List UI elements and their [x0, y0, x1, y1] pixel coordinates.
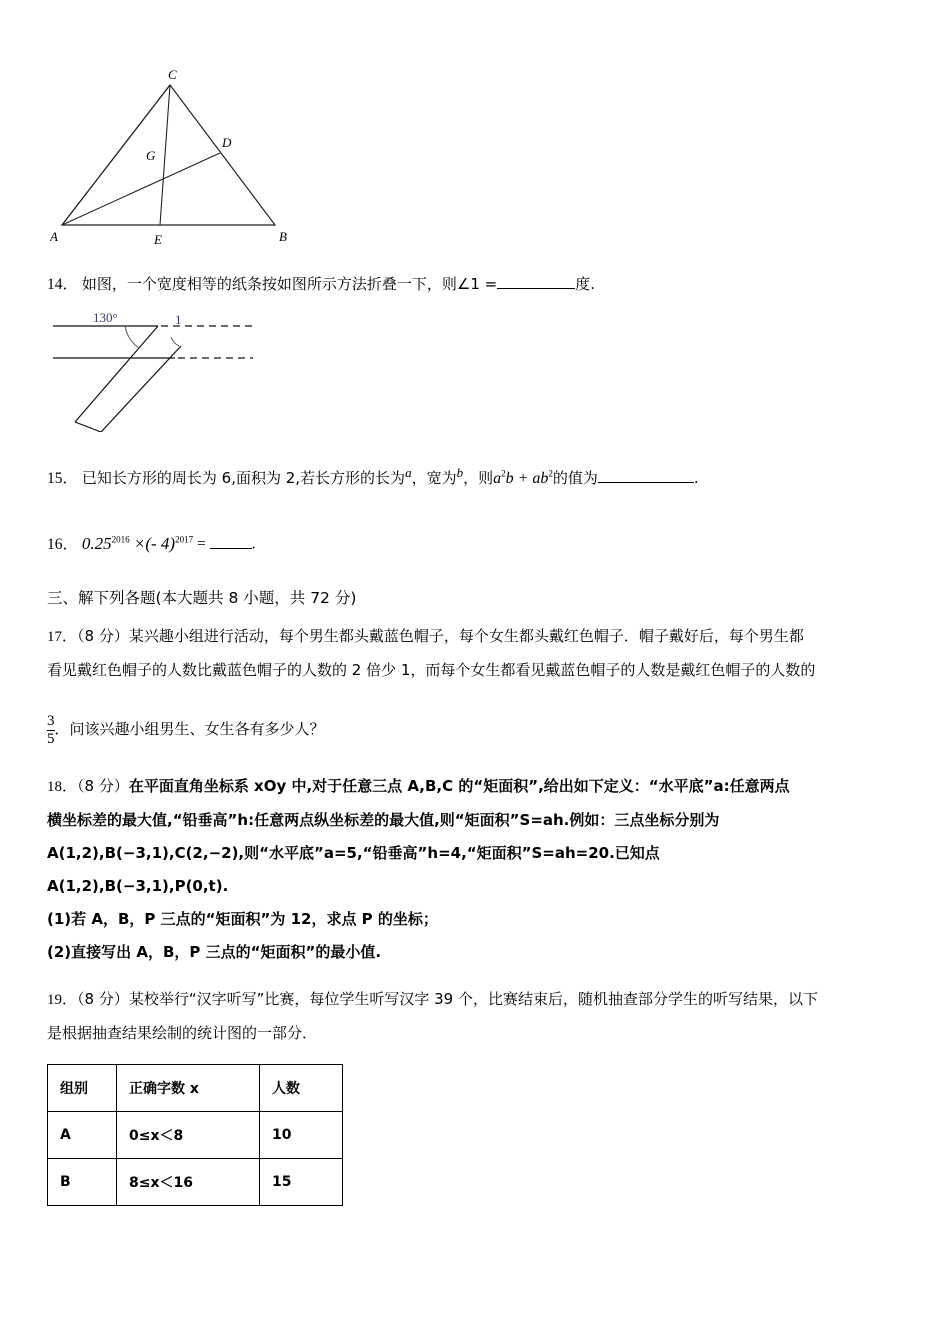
- question-19-line2: 是根据抽查结果绘制的统计图的一部分．: [47, 1023, 318, 1042]
- question-16: [47, 524, 909, 560]
- header-people: 人数: [260, 1064, 343, 1111]
- fraction-numerator: 3: [47, 713, 55, 730]
- cell-range-a: 0≤x＜8: [117, 1111, 260, 1158]
- question-15: [47, 458, 909, 494]
- angle-1-label: 1: [175, 312, 182, 327]
- triangle-svg: [50, 65, 310, 255]
- figure-triangle-abc: [50, 65, 310, 255]
- question-17-fraction: [47, 714, 55, 748]
- question-14-number: 14．: [47, 276, 79, 293]
- question-17-line3: ．问该兴趣小组男生、女生各有多少人？: [54, 719, 325, 738]
- cell-group-a: A: [48, 1111, 117, 1158]
- question-18: [47, 770, 909, 804]
- question-15-tail: .: [693, 469, 699, 488]
- question-18-score: （8 分）: [77, 776, 129, 795]
- cell-range-b: 8≤x＜16: [117, 1158, 260, 1205]
- question-17-score: （8 分）: [77, 626, 129, 645]
- question-15-text-a: 已知长方形的周长为 6,面积为 2,若长方形的长为: [81, 469, 406, 488]
- question-15-text-b: ，宽为: [411, 469, 457, 488]
- question-14-tail: 度.: [575, 275, 596, 293]
- label-C: C: [168, 67, 177, 82]
- table-row: [48, 1158, 343, 1205]
- question-17-line1: 某兴趣小组进行活动，每个男生都头戴蓝色帽子，每个女生都头戴红色帽子．帽子戴好后，每个男生都: [128, 626, 804, 645]
- question-15-text-d: 的值为: [552, 469, 598, 488]
- table-row: [48, 1111, 343, 1158]
- question-17-number: 17．: [47, 628, 78, 645]
- header-group: 组别: [48, 1064, 117, 1111]
- question-15-number: 15．: [47, 470, 79, 488]
- question-17: [47, 620, 909, 654]
- page-content: [47, 0, 909, 1206]
- question-16-expression: $0.25^{2016}$ ×(- 4)$^{2017}$: [81, 533, 194, 553]
- question-18-line1: 在平面直角坐标系 xOy 中,对于任意三点 A,B,C 的“矩面积”,给出如下定义：“水平底”a:任意两点: [128, 776, 790, 795]
- label-G: G: [146, 148, 156, 163]
- question-15-expression: $a^2b + ab^2$: [493, 468, 553, 488]
- folded-strip-svg: [53, 304, 313, 432]
- question-18-line2: 横坐标差的最大值,“铅垂高”h:任意两点纵坐标差的最大值,则“矩面积”S=ah.例如：三点坐标分别为: [47, 810, 720, 829]
- question-16-tail: .: [251, 535, 256, 553]
- question-18-number: 18．: [47, 778, 78, 795]
- angle-130-label: 130°: [93, 310, 118, 325]
- question-17-line2: 看见戴红色帽子的人数比戴蓝色帽子的人数的 2 倍少 1，而每个女生都看见戴蓝色帽子的人数是戴红色帽子的人数的: [47, 660, 816, 679]
- question-18-line6: (2)直接写出 A，B，P 三点的“矩面积”的最小值.: [47, 942, 382, 961]
- question-19-number: 19．: [47, 991, 78, 1008]
- header-correct-count: 正确字数 x: [117, 1064, 260, 1111]
- question-15-var-b: b: [456, 465, 464, 480]
- question-19: [47, 983, 909, 1017]
- question-19-score: （8 分）: [77, 989, 129, 1008]
- section-3-heading: 三、解下列各题(本大题共 8 小题，共 72 分): [47, 588, 357, 607]
- label-B: B: [279, 229, 287, 244]
- label-A: A: [50, 229, 58, 244]
- figure-folded-strip: [53, 304, 313, 432]
- question-17-line3-wrap: [47, 713, 909, 748]
- question-18-line5: (1)若 A，B，P 三点的“矩面积”为 12，求点 P 的坐标；: [47, 909, 438, 928]
- label-D: D: [222, 135, 232, 150]
- fraction-denominator: 5: [47, 730, 55, 747]
- cell-count-b: 15: [260, 1158, 343, 1205]
- question-14-text: 如图，一个宽度相等的纸条按如图所示方法折叠一下，则∠1 =: [81, 275, 498, 293]
- question-18-line3: A(1,2),B(−3,1),C(2,−2),则“水平底”a=5,“铅垂高”h=4,“矩面积”S=ah=20.已知点: [47, 843, 660, 862]
- cell-count-a: 10: [260, 1111, 343, 1158]
- question-18-line4: A(1,2),B(−3,1),P(0,t).: [47, 876, 229, 895]
- question-15-text-c: ，则: [463, 469, 494, 488]
- question-16-number: 16．: [47, 535, 79, 553]
- statistics-table: [47, 1064, 343, 1206]
- label-E: E: [154, 232, 162, 247]
- cell-group-b: B: [48, 1158, 117, 1205]
- question-19-line1: 某校举行“汉字听写”比赛，每位学生听写汉字 39 个，比赛结束后，随机抽查部分学生的听写结果，以下: [128, 989, 818, 1008]
- question-15-var-a: a: [405, 465, 412, 480]
- question-14: [47, 269, 909, 300]
- table-header-row: [48, 1064, 343, 1111]
- question-16-equals: =: [196, 535, 206, 553]
